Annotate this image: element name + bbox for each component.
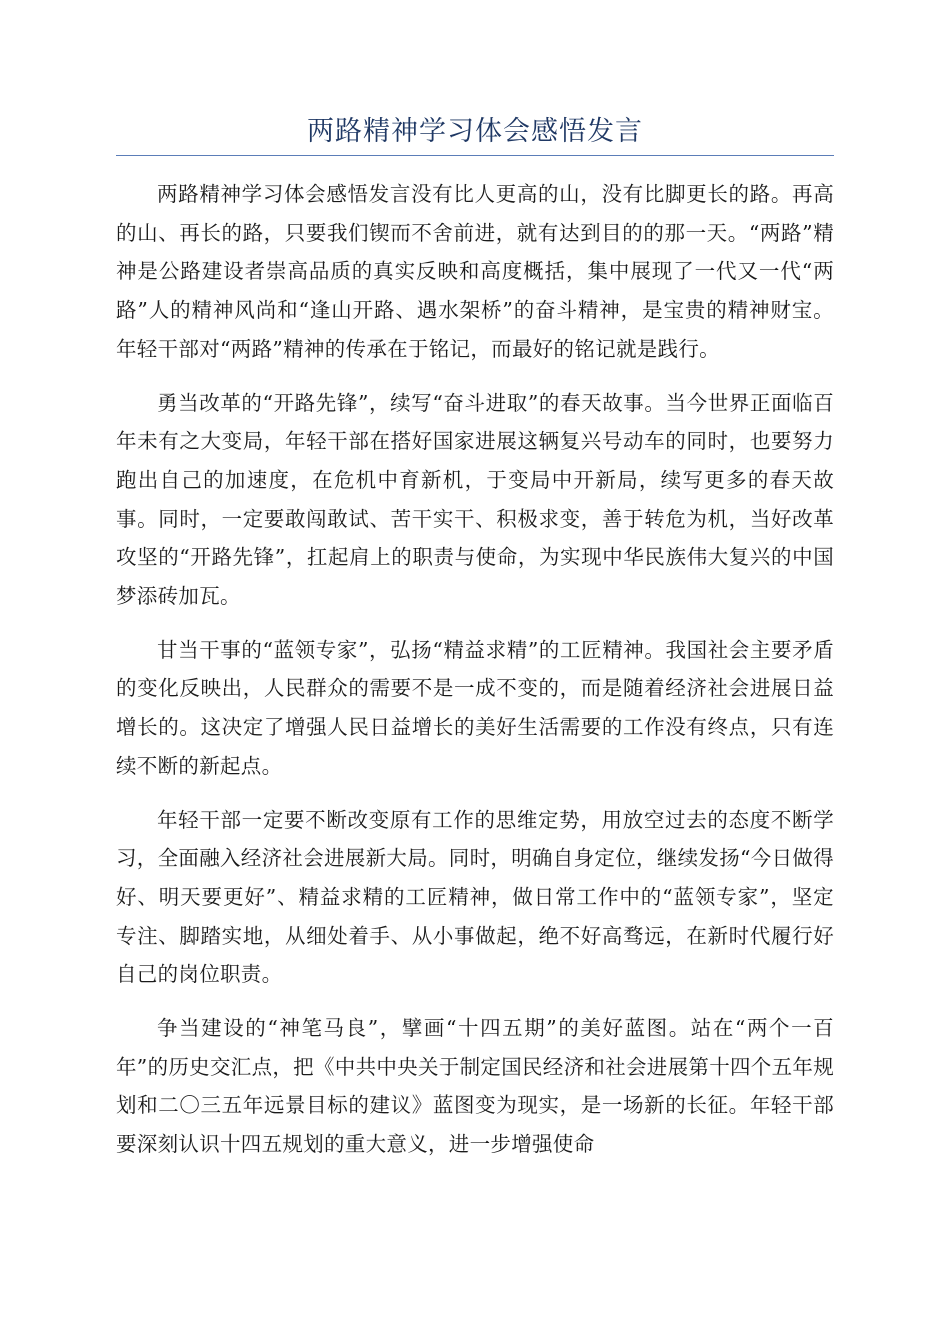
document-title: 两路精神学习体会感悟发言 (307, 116, 643, 147)
paragraph-3: 甘当干事的“蓝领专家”，弘扬“精益求精”的工匠精神。我国社会主要矛盾的变化反映出，人民群众的需要不是一成不变的，而是随着经济社会进展日益增长的。这决定了增强人民日益增长的美好生活需要的工作没有终点，只有连续不断的新起点。 (116, 637, 834, 778)
paragraph-5: 争当建设的“神笔马良”，擘画“十四五期”的美好蓝图。站在“两个一百年”的历史交汇点，把《中共中央关于制定国民经济和社会进展第十四个五年规划和二〇三五年远景目标的建议》蓝图变为现实，是一场新的长征。年轻干部要深刻认识十四五规划的重大意义，进一步增强使命 (116, 1016, 834, 1157)
title-underline (116, 155, 834, 156)
paragraph-1: 两路精神学习体会感悟发言没有比人更高的山，没有比脚更长的路。再高的山、再长的路，只要我们锲而不舍前进，就有达到目的的那一天。“两路”精神是公路建设者崇高品质的真实反映和高度概括，集中展现了一代又一代“两路”人的精神风尚和“逢山开路、遇水架桥”的奋斗精神，是宝贵的精神财宝。年轻干部对“两路”精神的传承在于铭记，而最好的铭记就是践行。 (116, 182, 834, 361)
document-body (116, 175, 834, 1179)
paragraph-4: 年轻干部一定要不断改变原有工作的思维定势，用放空过去的态度不断学习，全面融入经济社会进展新大局。同时，明确自身定位，继续发扬“今日做得好、明天要更好”、精益求精的工匠精神，做日常工作中的“蓝领专家”，坚定专注、脚踏实地，从细处着手、从小事做起，绝不好高骛远，在新时代履行好自己的岗位职责。 (116, 807, 834, 987)
paragraph-2: 勇当改革的“开路先锋”，续写“奋斗进取”的春天故事。当今世界正面临百年未有之大变局，年轻干部在搭好国家进展这辆复兴号动车的同时，也要努力跑出自己的加速度，在危机中育新机，于变局中开新局，续写更多的春天故事。同时，一定要敢闯敢试、苦干实干、积极求变，善于转危为机，当好改革攻坚的“开路先锋”，扛起肩上的职责与使命，为实现中华民族伟大复兴的中国梦添砖加瓦。 (116, 390, 834, 609)
